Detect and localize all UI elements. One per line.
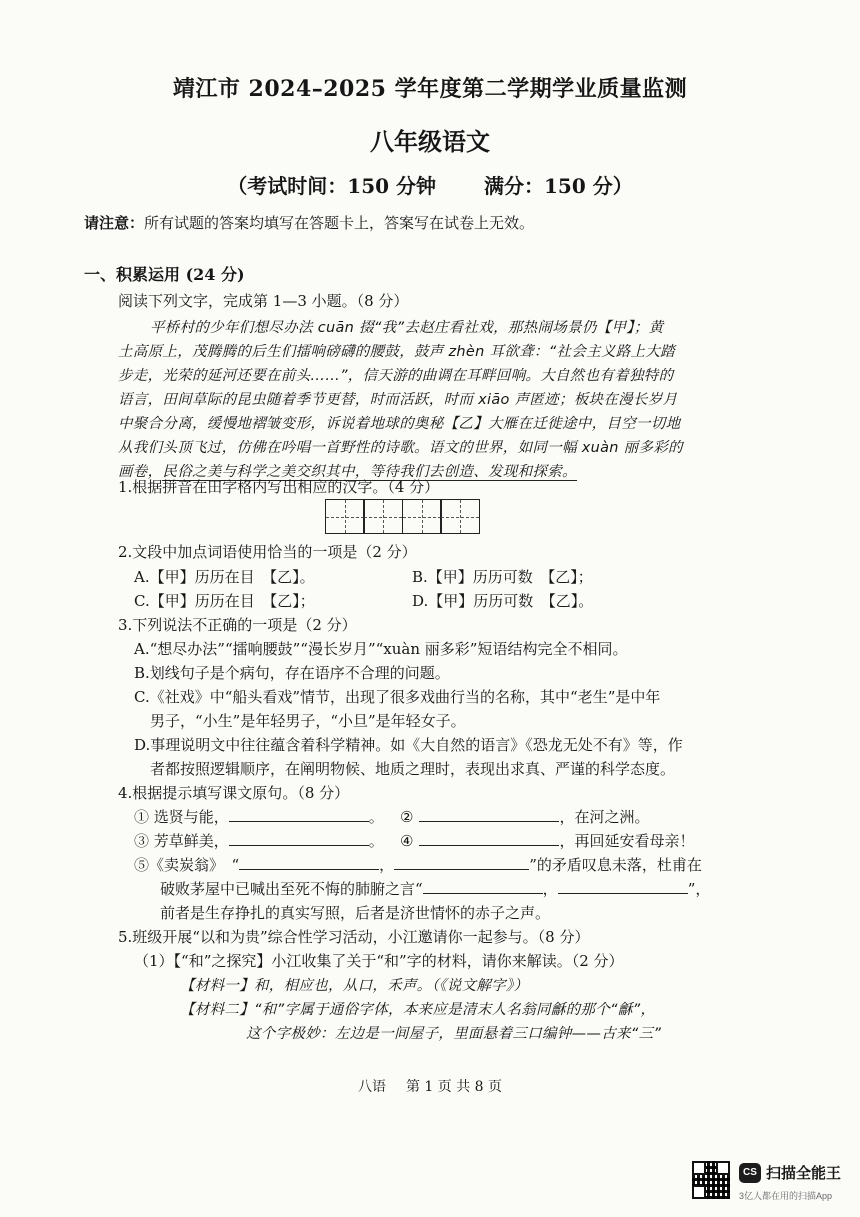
section-heading: 一、积累运用 (24 分) <box>84 265 245 284</box>
option-d[interactable]: D.【甲】历历可数 【乙】。 <box>412 592 594 610</box>
scanner-app-name: 扫描全能王 <box>766 1165 842 1182</box>
q3-option-c[interactable]: C.《社戏》中“船头看戏”情节，出现了很多戏曲行当的名称，其中“老生”是中年 <box>134 688 661 706</box>
material-1: 【材料一】和，相应也，从口，禾声。（《说文解字》） <box>180 978 529 994</box>
subject-title: 八年级语文 <box>370 127 490 156</box>
fill-item-3-text: ③ 芳草鲜美， <box>134 832 229 850</box>
q3-option-a[interactable]: A.“想尽办法”“擂响腰鼓”“漫长岁月”“xuàn 丽多彩”短语结构完全不相同。 <box>134 640 628 658</box>
fill-item-5 <box>134 854 702 875</box>
fill-item-4 <box>400 830 694 851</box>
fill-item-2 <box>400 806 649 827</box>
passage-line: 平桥村的少年们想尽办法 cuān 掇“我”去赵庄看社戏，那热闹场景仍【甲】；黄 <box>150 320 664 336</box>
footer-subject: 八语 <box>357 1079 386 1095</box>
material-2: 【材料二】“和”字属于通俗字体，本来应是清末人名翁同龢的那个“龢”， <box>180 1002 656 1018</box>
answer-blank[interactable] <box>419 830 559 846</box>
notice-text: 所有试题的答案均填写在答题卡上，答案写在试卷上无效。 <box>144 214 535 232</box>
notice <box>84 212 534 233</box>
question-1: 1.根据拼音在田字格内写出相应的汉字。（4 分） <box>118 478 440 496</box>
q3-option-d-cont: 者都按照逻辑顺序，在阐明物候、地质之理时，表现出求真、严谨的科学态度。 <box>150 760 676 778</box>
grid-cell[interactable] <box>325 499 365 534</box>
reading-intro: 阅读下列文字，完成第 1—3 小题。（8 分） <box>118 292 409 310</box>
question-5-1: （1）【“和”之探究】小江收集了关于“和”字的材料，请你来解读。（2 分） <box>134 952 624 970</box>
fill-item-1 <box>134 806 384 827</box>
option-b[interactable]: B.【甲】历历可数 【乙】； <box>412 568 593 586</box>
notice-label: 请注意： <box>84 214 145 232</box>
full-score: 满分：150 分） <box>484 174 633 198</box>
fill-item-1-text: ① 选贤与能， <box>134 808 229 826</box>
fill-item-4-end: ，再回延安看母亲！ <box>559 832 695 850</box>
fill-item-2-end: ，在河之洲。 <box>559 808 650 826</box>
fill-item-5-mid: ， <box>379 856 395 874</box>
q3-option-c-cont: 男子，“小生”是年轻男子，“小旦”是年轻女子。 <box>150 712 466 730</box>
q3-option-b[interactable]: B.划线句子是个病句，存在语序不合理的问题。 <box>134 664 450 682</box>
fill-item-5-line2 <box>160 878 710 899</box>
fill-item-4-text: ④ <box>400 832 414 850</box>
exam-title: 靖江市 2024–2025 学年度第二学期学业质量监测 <box>172 76 688 102</box>
answer-blank[interactable] <box>419 806 559 822</box>
scanner-tagline: 3亿人都在用的扫描App <box>739 1191 833 1201</box>
question-4: 4.根据提示填写课文原句。（8 分） <box>118 784 350 802</box>
passage-last-plain: 画卷， <box>118 464 163 480</box>
fill-item-5-end: ”的矛盾叹息未落，杜甫在 <box>529 856 702 874</box>
grid-cell[interactable] <box>440 499 480 534</box>
qr-code-icon <box>692 1161 730 1199</box>
exam-time-score <box>0 170 860 199</box>
material-2-cont: 这个字极妙：左边是一间屋子，里面悬着三口编钟——古来“三” <box>246 1026 662 1042</box>
answer-blank[interactable] <box>423 878 543 894</box>
page-footer <box>0 1076 860 1096</box>
fill-item-2-text: ② <box>400 808 414 826</box>
fill-item-5-line2-mid: ， <box>542 880 558 898</box>
answer-blank[interactable] <box>558 878 688 894</box>
passage-line: 土高原上，茂腾腾的后生们擂响磅礴的腰鼓，鼓声 zhèn 耳欲聋：“社会主义路上大踏 <box>118 344 675 360</box>
fill-item-3 <box>134 830 384 851</box>
question-3: 3.下列说法不正确的一项是（2 分） <box>118 616 357 634</box>
fill-item-5-line2-end: ”， <box>687 880 711 898</box>
fill-item-3-end: 。 <box>368 832 384 850</box>
passage-line: 从我们头顶飞过，仿佛在吟唱一首野性的诗歌。语文的世界，如同一幅 xuàn 丽多彩的 <box>118 440 683 456</box>
answer-blank[interactable] <box>394 854 529 870</box>
option-a[interactable]: A.【甲】历历在目 【乙】。 <box>134 568 315 586</box>
passage-line: 步走，光荣的延河还要在前头……”，信天游的曲调在耳畔回响。大自然也有着独特的 <box>118 368 674 384</box>
fill-item-5-line2-text: 破败茅屋中已喊出至死不悔的肺腑之言“ <box>160 880 423 898</box>
q3-option-d[interactable]: D.事理说明文中往往蕴含着科学精神。如《大自然的语言》《恐龙无处不有》等，作 <box>134 736 683 754</box>
fill-item-5-line3: 前者是生存挣扎的真实写照，后者是济世情怀的赤子之声。 <box>160 904 551 922</box>
fill-item-5-text: ⑤《卖炭翁》 “ <box>134 856 240 874</box>
underlined-sentence: 民俗之美与科学之美交织其中，等待我们去创造、发现和探索。 <box>162 464 577 480</box>
answer-blank[interactable] <box>229 806 369 822</box>
question-5: 5.班级开展“以和为贵”综合性学习活动，小江邀请你一起参与。（8 分） <box>118 928 590 946</box>
answer-blank[interactable] <box>239 854 379 870</box>
exam-time: （考试时间：150 分钟 <box>227 174 436 198</box>
question-2: 2.文段中加点词语使用恰当的一项是（2 分） <box>118 543 417 561</box>
option-c[interactable]: C.【甲】历历在目 【乙】； <box>134 592 315 610</box>
passage-line: 语言，田间草际的昆虫随着季节更替，时而活跃，时而 xiāo 声匿迹；板块在漫长岁月 <box>118 392 678 408</box>
answer-blank[interactable] <box>229 830 369 846</box>
fill-item-1-end: 。 <box>368 808 384 826</box>
grid-cell[interactable] <box>402 499 442 534</box>
page-number: 第 1 页 共 8 页 <box>405 1079 503 1095</box>
grid-cell[interactable] <box>363 499 403 534</box>
passage-line: 中聚合分离，缓慢地褶皱变形，诉说着地球的奥秘【乙】大雁在迁徙途中，目空一切地 <box>118 416 681 432</box>
tianzige-grid[interactable] <box>326 499 480 534</box>
camscanner-logo-icon: CS <box>739 1163 761 1183</box>
